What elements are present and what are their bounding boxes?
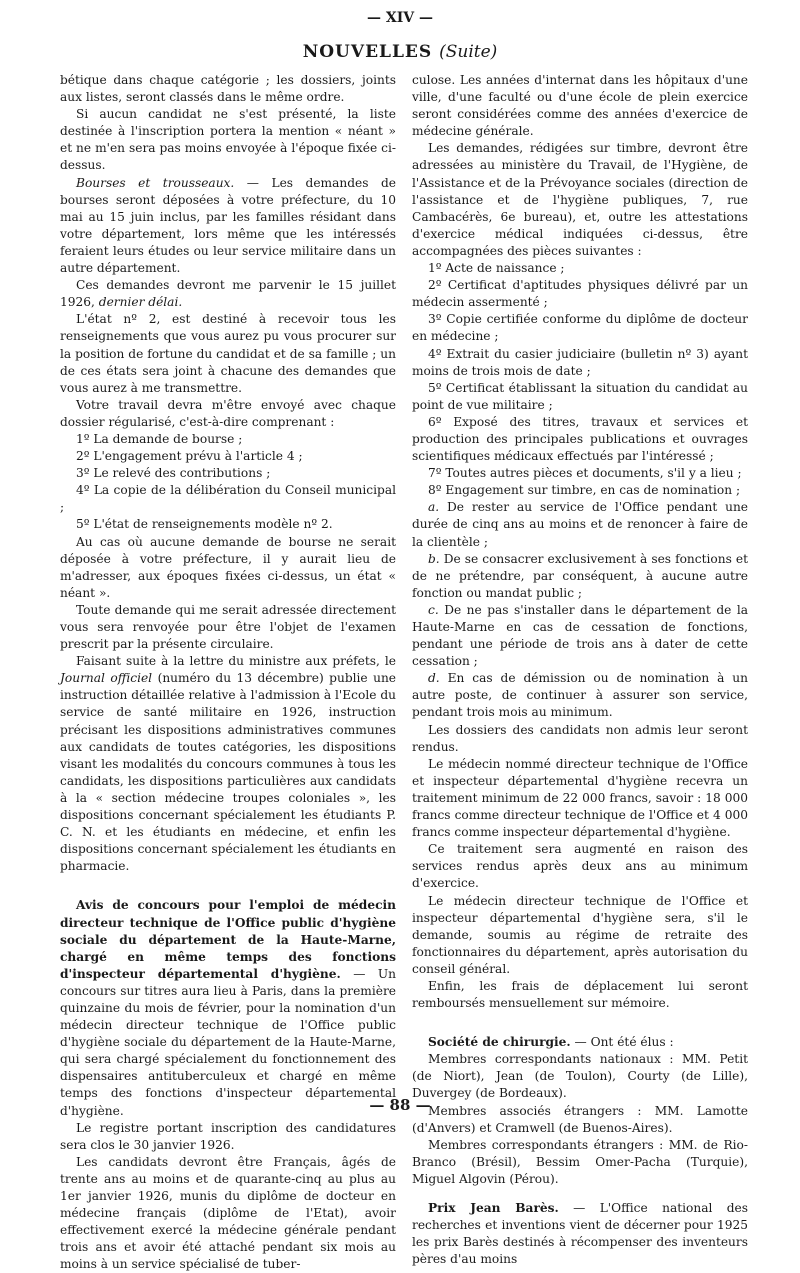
paragraph: bétique dans chaque catégorie ; les dossiers, joints aux listes, seront classés dans le même ordre. (60, 73, 396, 105)
paragraph: Membres correspondants étrangers : MM. de Rio-Branco (Brésil), Bessim Omer-Pacha (Turquie), Miguel Algovin (Pérou). (412, 1137, 748, 1186)
paragraph: Le médecin nommé directeur technique de l'Office et inspecteur départemental d'hygiène recevra un traitement minimum de 22 000 francs, savoir : 18 000 francs comme directeur technique de l'Office et 4 000 francs comme inspecteur départemental d'hygiène. (412, 756, 748, 840)
list-item-d (412, 670, 748, 721)
bourses-label: Bourses et trousseaux. (76, 175, 235, 190)
list-item: 4º La copie de la délibération du Conseil municipal ; (60, 483, 396, 515)
page-number: — 88 — (369, 1096, 431, 1114)
list-item: 4º Extrait du casier judiciaire (bulletin nº 3) ayant moins de trois mois de date ; (412, 346, 748, 378)
concours-dash: — Un (340, 966, 396, 981)
paragraph: culose. Les années d'internat dans les hôpitaux d'une ville, d'une faculté ou d'une école de plein exercice seront considérées comme des années d'exercice de médecine générale. (412, 73, 748, 139)
journal-intro: Faisant suite à la lettre du ministre aux préfets, le (76, 654, 396, 669)
paragraph: L'état nº 2, est destiné à recevoir tous les renseignements que vous aurez pu vous procurer sur la position de fortune du candidat et de sa famille ; un de ces états sera joint à chacune des demandes que vous aurez à me transmettre. (60, 312, 396, 395)
list-item: 1º Acte de naissance ; (428, 261, 565, 276)
list-item: 6º Exposé des titres, travaux et services et production des principales publications et ouvrages scientifiques médicaux effectués par l'intéressé ; (412, 414, 748, 464)
concours-heading: Avis de concours pour l'emploi de médecin directeur technique de l'Office public d'hygiène sociale du département de la Haute-Marne, chargé en même temps des fonctions d'inspecteur départemental d'hygiène. (60, 898, 396, 981)
item-d-text: En cas de démission ou de nomination à un autre poste, de continuer à assurer son service, pendant trois mois au minimum. (412, 671, 748, 720)
letter-b: b. (428, 551, 440, 566)
paragraph: Ce traitement sera augmenté en raison des services rendus après deux ans au minimum d'exercice. (412, 842, 748, 891)
deadline-emphasis: dernier délai. (98, 295, 183, 310)
list-item: 2º Certificat d'aptitudes physiques délivré par un médecin assermenté ; (412, 278, 748, 310)
right-column (412, 72, 749, 1267)
list-item: 5º L'état de renseignements modèle nº 2. (76, 517, 333, 532)
paragraph-journal (60, 653, 396, 875)
paragraph: Les demandes, rédigées sur timbre, devront être adressées au ministère du Travail, de l'Hygiène, de l'Assistance et de la Prévoyance sociales (direction de l'assistance et de l'hygiène publiques, 7, rue Cambacérès, 6e bureau), et, outre les attestations d'exercice médical indiquées ci-dessus, être accompagnées des pièces suivantes : (412, 141, 748, 258)
paragraph-deadline (60, 277, 396, 311)
list-item: 2º L'engagement prévu à l'article 4 ; (76, 449, 303, 464)
paragraph: Si aucun candidat ne s'est présenté, la liste destinée à l'inscription portera la mention « néant » et ne m'en sera pas moins envoyée à l'époque fixée ci-dessus. (60, 107, 396, 173)
paragraph: Le médecin directeur technique de l'Office et inspecteur départemental d'hygiène sera, s'il le demande, soumis au régime de retraite des fonctionnaires du département, après autorisation du conseil général. (412, 893, 748, 976)
paragraph: Le registre portant inscription des candidatures sera clos le 30 janvier 1926. (60, 1120, 396, 1152)
prix-heading: Prix Jean Barès. (428, 1201, 559, 1215)
letter-a: a. (428, 500, 440, 515)
letter-c: c. (428, 602, 439, 617)
paragraph-bourses (60, 175, 396, 278)
item-c-text: De ne pas s'installer dans le département de la Haute-Marne en cas de cessation de fonctions, pendant une période de trois ans à dater de cette cessation ; (412, 602, 748, 669)
paragraph: Les dossiers des candidats non admis leur seront rendus. (412, 722, 748, 754)
paragraph: Votre travail devra m'être envoyé avec chaque dossier régularisé, c'est-à-dire comprenant : (60, 397, 396, 429)
list-item: 3º Copie certifiée conforme du diplôme de docteur en médecine ; (412, 312, 748, 344)
left-column (60, 72, 397, 1272)
list-item: 3º Le relevé des contributions ; (76, 466, 271, 481)
paragraph: Toute demande qui me serait adressée directement vous sera renvoyée pour être l'objet de l'examen prescrit par la présente circulaire. (60, 602, 396, 652)
list-item: 7º Toutes autres pièces et documents, s'il y a lieu ; (428, 466, 742, 481)
page-roman-numeral: — XIV — (366, 10, 434, 26)
paragraph-prix (412, 1200, 748, 1268)
paragraph: Au cas où aucune demande de bourse ne serait déposée à votre préfecture, il y aurait lieu de m'adresser, aux époques fixées ci-dessus, un état « néant ». (60, 534, 396, 600)
paragraph: Enfin, les frais de déplacement lui seront remboursés mensuellement sur mémoire. (412, 978, 748, 1011)
page-title (0, 42, 800, 62)
list-item-a (412, 499, 748, 550)
chirurgie-rest: — Ont été élus : (570, 1035, 674, 1050)
list-item: 1º La demande de bourse ; (76, 431, 243, 446)
paragraph-concours (60, 897, 396, 1119)
item-a-text: De rester au service de l'Office pendant une durée de cinq ans au moins et de renoncer à faire de la clientèle ; (412, 500, 749, 549)
bourses-text: — Les demandes de bourses seront déposées à votre préfecture, du 10 mai au 15 juin inclus, par les familles résidant dans votre département, lors même que les intéressés feraient leurs études ou leur service militaire dans un autre département. (60, 175, 396, 276)
chirurgie-heading: Société de chirurgie. (428, 1035, 571, 1050)
section-title-suffix: (Suite) (439, 42, 498, 62)
concours-text: concours sur titres aura lieu à Paris, dans la première quinzaine du mois de février, pour la nomination d'un médecin directeur technique de l'Office public d'hygiène sociale du département de la Haute-Marne, qui sera chargé spécialement du fonctionnement des dispensaires antituberculeux et chargé en même temps des fonctions d'inspecteur départemental d'hygiène. (60, 983, 396, 1118)
paragraph-chirurgie (412, 1034, 748, 1051)
paragraph: Membres correspondants nationaux : MM. Petit (de Niort), Jean (de Toulon), Courty (de Lille), Duvergey (de Bordeaux). (412, 1052, 748, 1101)
deadline-text: Ces demandes devront me parvenir le 15 juillet 1926, (60, 278, 396, 310)
list-item: 5º Certificat établissant la situation du candidat au point de vue militaire ; (412, 380, 748, 412)
list-item-c (412, 602, 748, 670)
paragraph: Les candidats devront être Français, âgés de trente ans au moins et de quarante-cinq au plus au 1er janvier 1926, munis du diplôme de docteur en médecine français (diplôme de l'Etat), avoir effectivement exercé la médecine générale pendant trois ans et avoir été attaché pendant six mois au moins à un service spécialisé de tuber- (60, 1154, 396, 1272)
prix-text: — L'Office national des recherches et inventions vient de décerner pour 1925 les prix Barès destinés à récompenser des inventeurs pères d'au moins (412, 1201, 749, 1267)
list-item: 8º Engagement sur timbre, en cas de nomination ; (428, 483, 741, 498)
journal-officiel: Journal officiel (60, 671, 153, 686)
journal-text: (numéro du 13 décembre) publie une instruction détaillée relative à l'admission à l'Ecole du service de santé militaire en 1926, instruction précisant les dispositions administratives communes aux candidats de toutes catégories, les dispositions visant les modalités du concours communes à tous les candidats, les dispositions particulières aux candidats à la « section médecine troupes coloniales », les dispositions concernant spécialement les étudiants P. C. N. et les étudiants en médecine, et enfin les dispositions concernant spécialement les étudiants en pharmacie. (60, 671, 397, 874)
list-item-b (412, 551, 748, 602)
paragraph: Membres associés étrangers : MM. Lamotte (d'Anvers) et Cramwell (de Buenos-Aires). (412, 1103, 748, 1135)
letter-d: d. (428, 671, 440, 686)
section-title: NOUVELLES (302, 42, 433, 62)
item-b-text: De se consacrer exclusivement à ses fonctions et de ne prétendre, par conséquent, à aucune autre fonction ou mandat public ; (412, 551, 748, 600)
